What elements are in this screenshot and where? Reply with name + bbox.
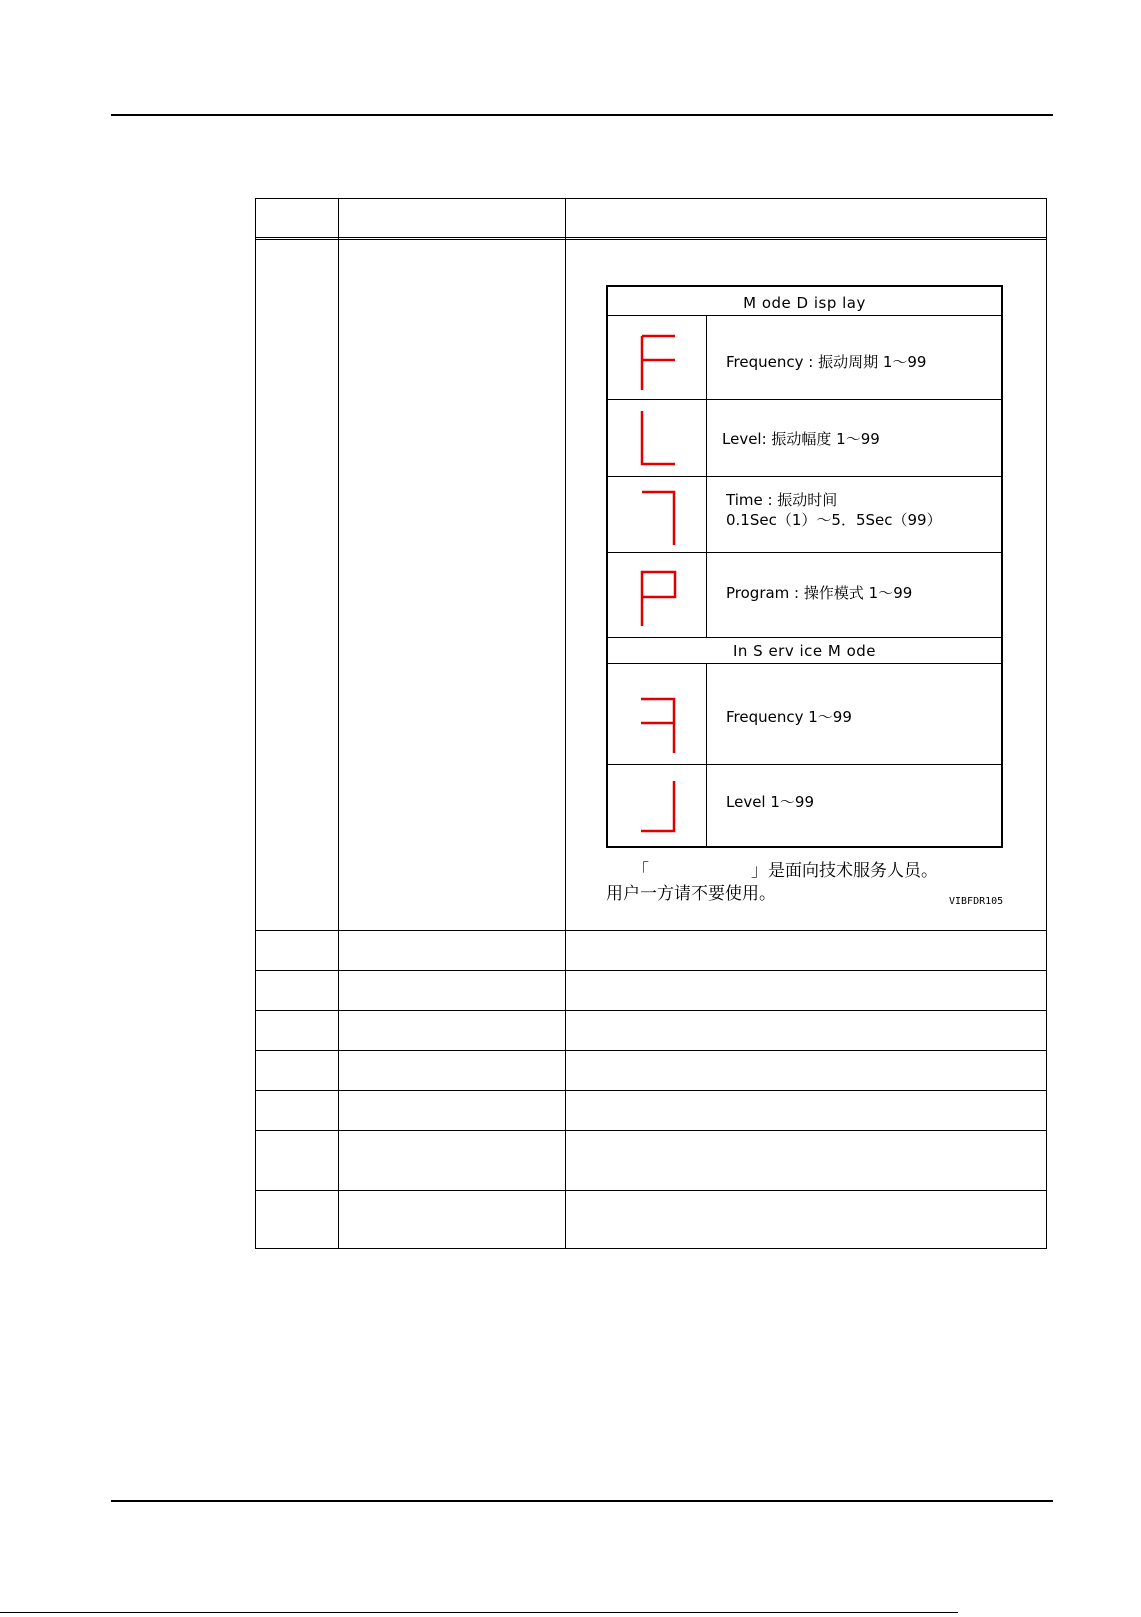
service-label-level: Level 1～99 (726, 793, 814, 811)
mode-label-time: Time : 振动时间 (726, 491, 838, 509)
mode-label-time-range: 0.1Sec（1）～5．5Sec（99） (726, 511, 942, 529)
segment-t-icon (638, 489, 678, 549)
segment-service-f-icon (638, 696, 678, 756)
segment-l-icon (638, 409, 678, 469)
mode-display-title: M ode D isp lay (743, 294, 866, 312)
row-divider (256, 1090, 1046, 1091)
mode-display-figure (606, 285, 1003, 848)
mode-label-frequency: Frequency : 振动周期 1～99 (726, 353, 927, 371)
figure-code: VIBFDR105 (949, 896, 1004, 907)
row-divider (256, 1050, 1046, 1051)
note-open-bracket: 「 (632, 861, 649, 881)
segment-service-l-icon (638, 779, 678, 839)
page-edge-rule (0, 1612, 958, 1613)
segment-f-icon (638, 333, 678, 393)
row-divider (256, 1010, 1046, 1011)
header-row-divider (256, 237, 1046, 240)
service-mode-title: In S erv ice M ode (732, 642, 877, 660)
mode-label-program: Program : 操作模式 1～99 (726, 584, 913, 602)
segment-p-icon (638, 569, 678, 629)
note-line-2: 用户一方请不要使用。 (606, 884, 776, 904)
row-divider (256, 1130, 1046, 1131)
service-label-frequency: Frequency 1～99 (726, 708, 852, 726)
row-divider (256, 970, 1046, 971)
header-rule (111, 114, 1053, 116)
mode-label-level: Level: 振动幅度 1～99 (722, 430, 880, 448)
row-divider (256, 1190, 1046, 1191)
note-line-1: 」是面向技术服务人员。 (751, 861, 938, 881)
footer-rule (111, 1500, 1053, 1502)
row-divider (256, 930, 1046, 931)
